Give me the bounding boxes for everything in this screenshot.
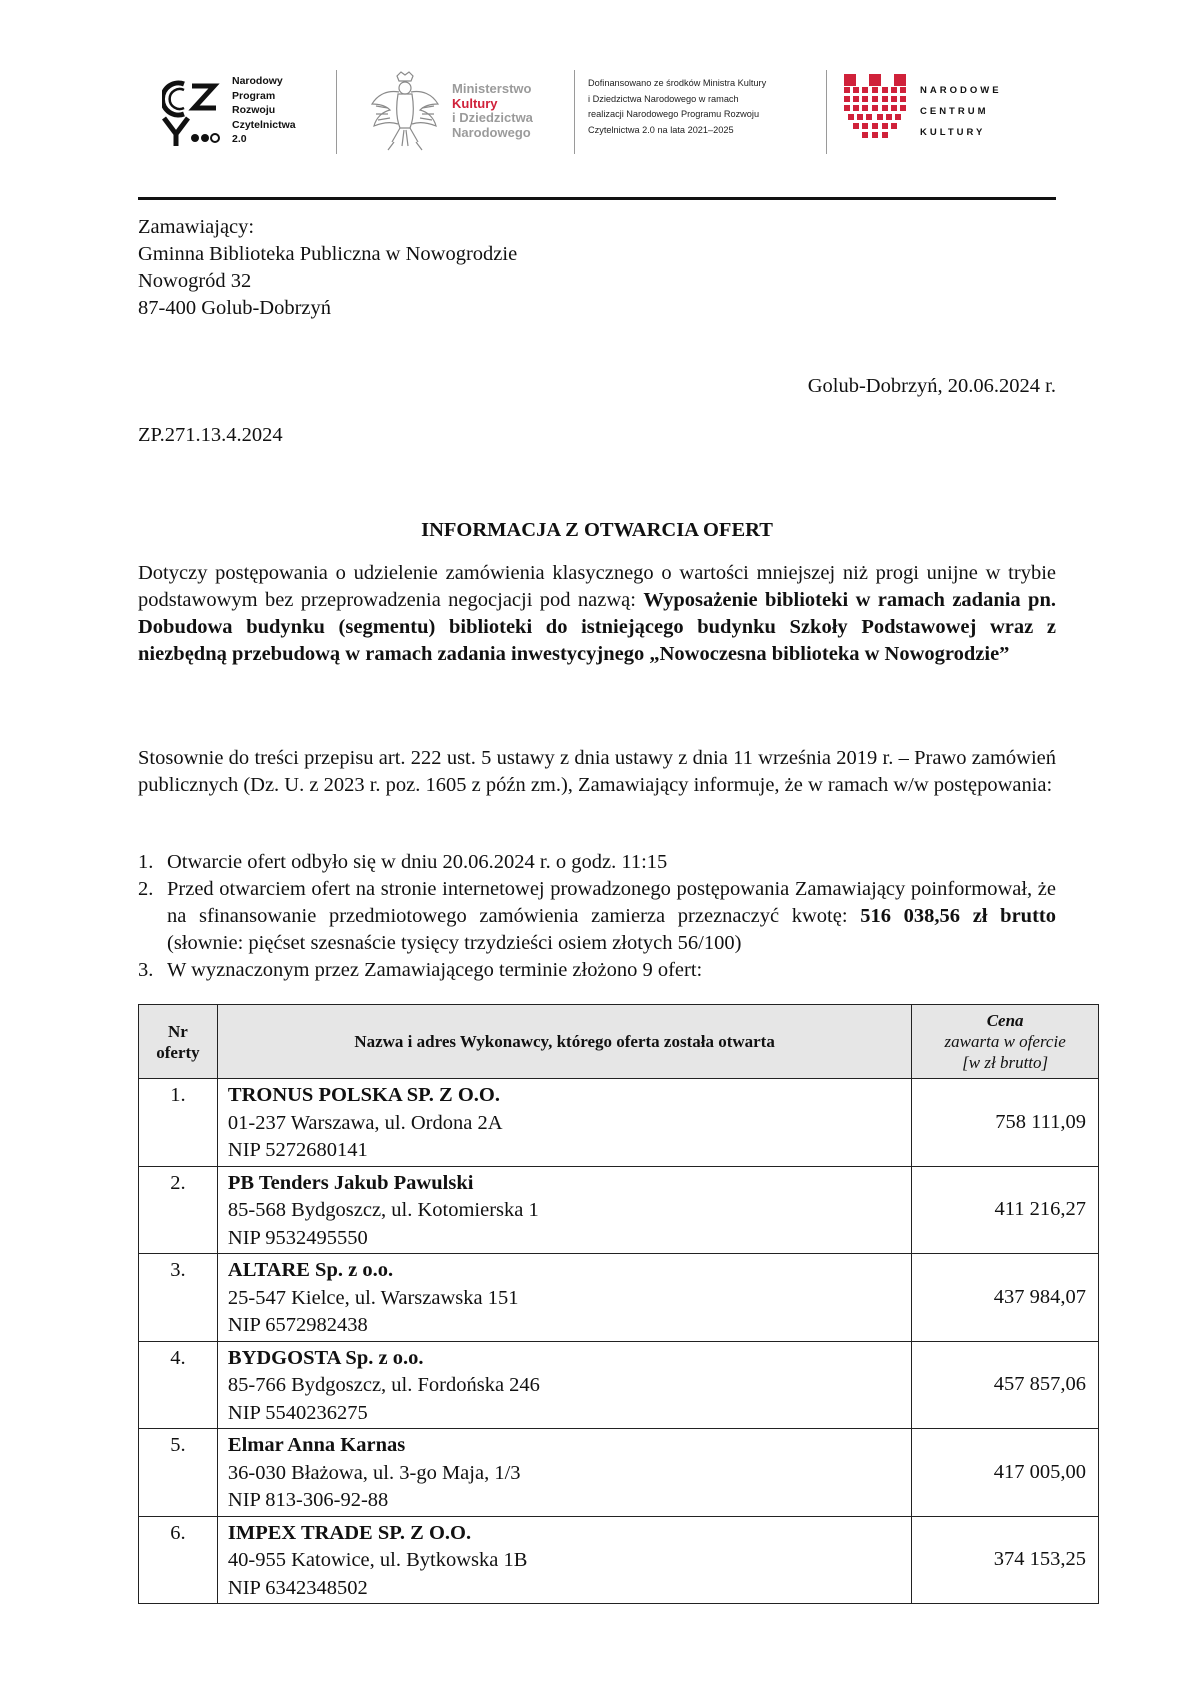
offer-number: 4. [139,1341,218,1429]
contractor-nip: NIP 9532495550 [227,1226,368,1249]
nprc-logo-text: Narodowy Program Rozwoju Czytelnictwa 2.0 [232,75,296,145]
contractor-nip: NIP 6342348502 [227,1576,368,1599]
recipient-name: Gminna Biblioteka Publiczna w Nowogrodzie [138,243,518,265]
contractor-nip: NIP 5540236275 [227,1401,368,1424]
table-row [139,1429,1099,1517]
contractor-name: Elmar Anna Karnas [227,1434,406,1456]
offer-price: 758 111,09 [912,1079,1099,1167]
budget-info: Przed otwarciem ofert na stronie internetowej prowadzonego postępowania Zamawiający poinformował, że na sfinansowanie przedmiotowego zamówienia zamierza przeznaczyć kwotę: [167,878,1056,927]
contractor-name: TRONUS POLSKA SP. Z O.O. [227,1084,500,1106]
nprc-logo-mark [162,78,224,148]
contractor-address: 01-237 Warszawa, ul. Ordona 2A [227,1111,503,1134]
header-rule [138,197,1056,200]
intro-text: Dotyczy postępowania o udzielenie zamówienia klasycznego o wartości mniejszej niż progi unijne w trybie podstawowym bez przeprowadzenia negocjacji pod nazwą: [138,562,1056,611]
nck-logo [844,72,1024,152]
offer-price: 374 153,25 [912,1516,1099,1604]
recipient-street: Nowogród 32 [138,270,252,292]
contractor-cell [217,1254,911,1342]
opening-info: Otwarcie ofert odbyło się w dniu 20.06.2024 r. o godz. 11:15 [167,851,668,873]
funding-note: Dofinansowano ze środków Ministra Kultury i Dziedzictwa Narodowego w ramach realizacji Narodowego Programu Rozwoju Czytelnictwa 2.0 na lata 2021–2025 [588,78,767,135]
recipient-label: Zamawiający: [138,216,255,238]
offer-price: 411 216,27 [912,1166,1099,1254]
offer-number: 5. [139,1429,218,1517]
offer-number: 6. [139,1516,218,1604]
offers-table [138,1004,1099,1604]
table-header-row [139,1005,1099,1079]
header-price: Cena zawarta w ofercie [w zł brutto] [912,1005,1099,1079]
contractor-cell [217,1516,911,1604]
ministry-logo [368,70,568,154]
offer-price: 417 005,00 [912,1429,1099,1517]
contractor-nip: NIP 5272680141 [227,1139,368,1161]
logo-divider [336,70,337,154]
contractor-address: 85-766 Bydgoszcz, ul. Fordońska 246 [227,1374,540,1396]
contractor-name: IMPEX TRADE SP. Z O.O. [227,1521,472,1544]
list-number: 3. [138,959,154,981]
contractor-address: 40-955 Katowice, ul. Bytkowska 1B [227,1549,528,1571]
list-number: 1. [138,851,154,873]
table-row [139,1341,1099,1429]
table-row [139,1254,1099,1342]
contractor-address: 25-547 Kielce, ul. Warszawska 151 [227,1286,519,1309]
budget-in-words: (słownie: pięćset szesnaście tysięcy trzydzieści osiem złotych 56/100) [167,932,742,954]
contractor-cell [217,1166,911,1254]
budget-amount: 516 038,56 zł brutto [860,905,1056,927]
reference-number: ZP.271.13.4.2024 [138,424,283,446]
offer-number: 1. [139,1079,218,1167]
contractor-nip: NIP 813-306-92-88 [227,1489,389,1511]
contractor-cell [217,1429,911,1517]
list-item [138,957,1056,984]
recipient-city: 87-400 Golub-Dobrzyń [138,297,332,319]
contractor-name: ALTARE Sp. z o.o. [227,1259,394,1281]
list-number: 2. [138,878,154,900]
table-row [139,1079,1099,1167]
ministry-logo-text: Ministerstwo Kultury i Dziedzictwa Narodowego [452,81,533,140]
nck-logo-text: NARODOWE CENTRUM KULTURY [920,85,1002,138]
contractor-nip: NIP 6572982438 [227,1314,368,1336]
contractor-address: 36-030 Błażowa, ul. 3-go Maja, 1/3 [227,1461,521,1484]
header-offer-number: Nr oferty [139,1005,218,1079]
nprc-logo [162,74,322,154]
eagle-emblem-icon [368,70,442,154]
nck-logo-mark [844,74,906,140]
intro-paragraph [138,560,1056,668]
contractor-address: 85-568 Bydgoszcz, ul. Kotomierska 1 [227,1199,539,1221]
offer-price: 457 857,06 [912,1341,1099,1429]
document-title: INFORMACJA Z OTWARCIA OFERT [421,519,773,541]
table-row [139,1516,1099,1604]
offers-count-info: W wyznaczonym przez Zamawiającego terminie złożono 9 ofert: [167,959,703,981]
contractor-name: PB Tenders Jakub Pawulski [227,1171,474,1194]
table-row [139,1166,1099,1254]
place-date: Golub-Dobrzyń, 20.06.2024 r. [807,375,1056,397]
contractor-cell [217,1341,911,1429]
contractor-name: BYDGOSTA Sp. z o.o. [227,1346,424,1369]
offer-price: 437 984,07 [912,1254,1099,1342]
procurement-name: Wyposażenie biblioteki w ramach zadania pn. Dobudowa budynku (segmentu) biblioteki do istniejącego budynku Szkoły Podstawowej wraz z niezbędną przebudową w ramach zadania inwestycyjnego „Nowoczesna biblioteka w Nowogrodzie” [138,589,1056,665]
legal-basis: Stosownie do treści przepisu art. 222 ust. 5 ustawy z dnia ustawy z dnia 11 września 2019 r. – Prawo zamówień publicznych (Dz. U. z 2023 r. poz. 1605 z późn zm.), Zamawiający informuje, że w ramach w/w postępowania: [138,747,1056,796]
list-item [138,849,1056,876]
logo-divider [826,70,827,154]
contractor-cell [217,1079,911,1167]
offer-number: 3. [139,1254,218,1342]
header-contractor: Nazwa i adres Wykonawcy, którego oferta została otwarta [217,1005,911,1079]
offer-number: 2. [139,1166,218,1254]
logo-divider [574,70,575,154]
points-list [138,849,1056,984]
list-item [138,876,1056,957]
header-logos [140,62,1020,160]
